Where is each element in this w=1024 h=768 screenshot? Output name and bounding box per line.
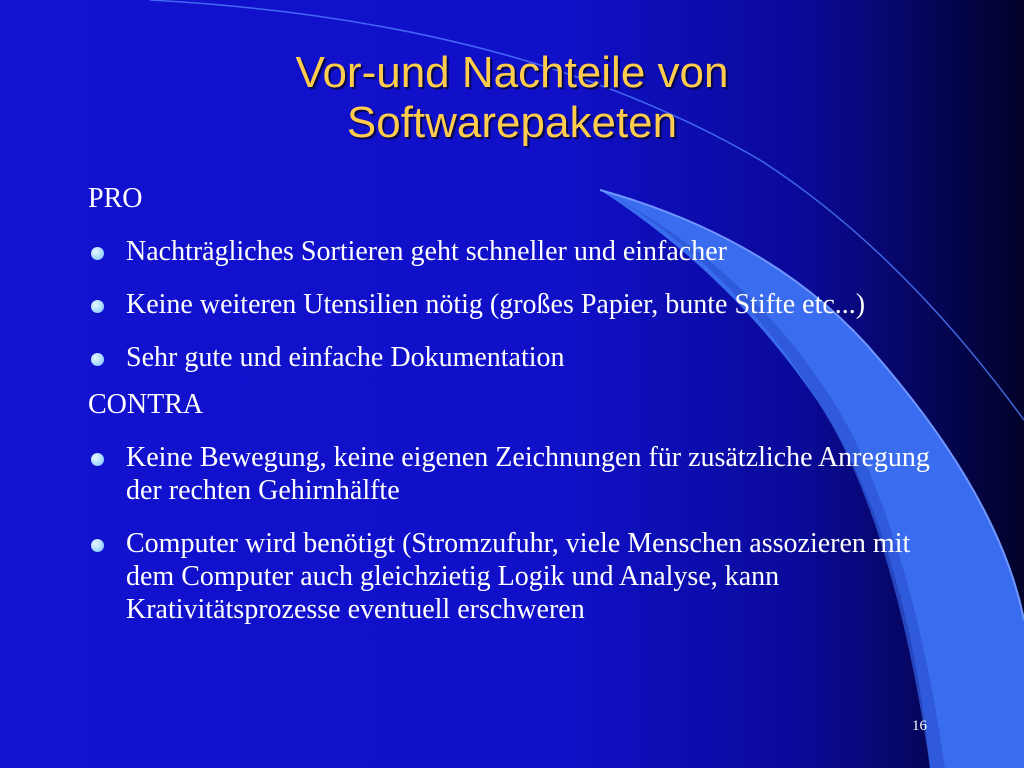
- pro-list: [88, 235, 948, 374]
- list-item: [88, 441, 948, 507]
- contra-heading: CONTRA: [88, 389, 204, 420]
- list-item-text: Keine Bewegung, keine eigenen Zeichnungen für zusätzliche Anregung der rechten Gehirnhälfte: [126, 442, 930, 506]
- page-number: 16: [912, 718, 927, 734]
- bullet-icon: [91, 353, 104, 366]
- contra-list: [88, 441, 948, 626]
- list-item-text: Sehr gute und einfache Dokumentation: [126, 342, 565, 373]
- slide-title: Vor-und Nachteile von Softwarepaketen: [295, 48, 729, 147]
- pro-heading: PRO: [88, 183, 143, 214]
- bullet-icon: [91, 453, 104, 466]
- list-item: [88, 235, 948, 268]
- list-item: [88, 288, 948, 321]
- list-item-text: Nachträgliches Sortieren geht schneller und einfacher: [126, 236, 727, 267]
- list-item-text: Keine weiteren Utensilien nötig (großes Papier, bunte Stifte etc...): [126, 289, 866, 320]
- bullet-icon: [91, 247, 104, 260]
- bullet-icon: [91, 300, 104, 313]
- slide-content: [88, 182, 948, 626]
- list-item: [88, 341, 948, 374]
- list-item-text: Computer wird benötigt (Stromzufuhr, viele Menschen assozieren mit dem Computer auch gleichzietig Logik und Analyse, kann Krativitätsprozesse eventuell erschweren: [126, 528, 911, 625]
- bullet-icon: [91, 539, 104, 552]
- list-item: [88, 527, 948, 626]
